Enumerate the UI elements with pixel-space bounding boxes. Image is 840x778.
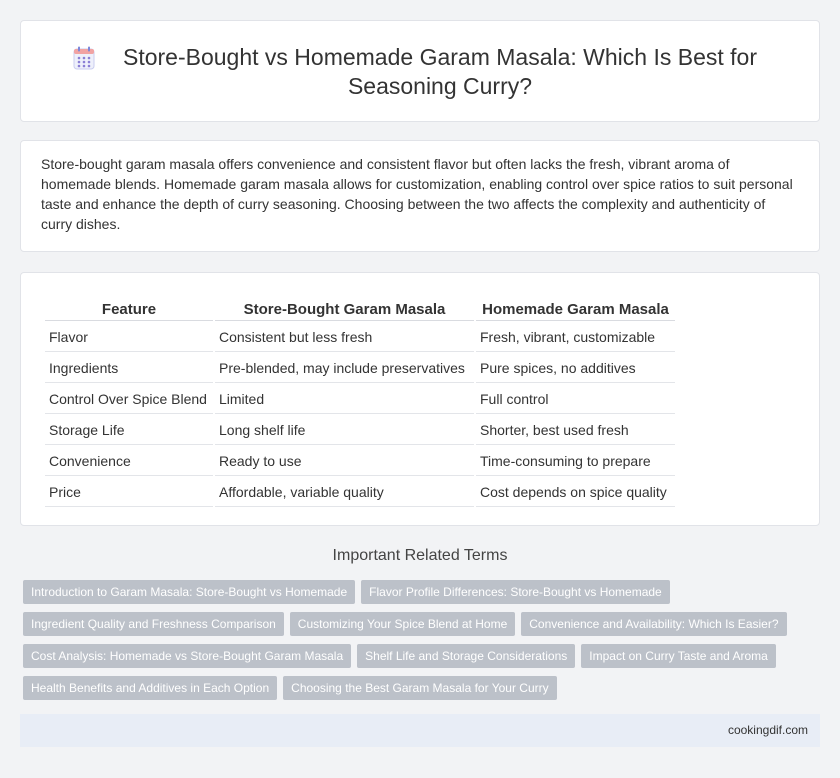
table-cell: Fresh, vibrant, customizable: [476, 323, 675, 352]
footer-bar: [20, 714, 820, 747]
table-header-cell: Homemade Garam Masala: [476, 297, 675, 321]
tag-row: [23, 612, 813, 644]
table-header-cell: Feature: [45, 297, 213, 321]
table-row: [45, 323, 675, 352]
comparison-table-card: [20, 272, 820, 526]
comparison-table: [43, 295, 677, 509]
tag-row: [23, 580, 813, 612]
table-cell: Storage Life: [45, 416, 213, 445]
table-cell: Time-consuming to prepare: [476, 447, 675, 476]
related-terms-list: [23, 580, 813, 708]
intro-paragraph: Store-bought garam masala offers convenience and consistent flavor but often lacks the fresh, vibrant aroma of homemade blends. Homemade garam masala allows for customization, enabling control over spice ratios to suit personal taste and enhance the depth of curry seasoning. Choosing between the two affects the complexity and authenticity of curry dishes.: [41, 156, 793, 232]
page-title: Store-Bought vs Homemade Garam Masala: Which Is Best for Seasoning Curry?: [122, 44, 758, 99]
table-cell: Long shelf life: [215, 416, 474, 445]
table-row: [45, 385, 675, 414]
title-card: [20, 20, 820, 122]
related-term-tag[interactable]: Choosing the Best Garam Masala for Your Curry: [283, 676, 556, 700]
table-cell: Flavor: [45, 323, 213, 352]
table-header-cell: Store-Bought Garam Masala: [215, 297, 474, 321]
related-term-tag[interactable]: Flavor Profile Differences: Store-Bought vs Homemade: [361, 580, 670, 604]
footer-site-link[interactable]: cookingdif.com: [727, 723, 808, 737]
tag-row: [23, 676, 813, 708]
table-cell: Full control: [476, 385, 675, 414]
related-term-tag[interactable]: Health Benefits and Additives in Each Option: [23, 676, 277, 700]
table-cell: Shorter, best used fresh: [476, 416, 675, 445]
related-term-tag[interactable]: Customizing Your Spice Blend at Home: [290, 612, 515, 636]
intro-card: [20, 140, 820, 252]
table-row: [45, 354, 675, 383]
table-cell: Cost depends on spice quality: [476, 478, 675, 507]
table-cell: Pre-blended, may include preservatives: [215, 354, 474, 383]
tag-row: [23, 644, 813, 676]
related-term-tag[interactable]: Cost Analysis: Homemade vs Store-Bought Garam Masala: [23, 644, 351, 668]
related-term-tag[interactable]: Impact on Curry Taste and Aroma: [581, 644, 776, 668]
table-cell: Affordable, variable quality: [215, 478, 474, 507]
related-terms-heading: Important Related Terms: [332, 547, 508, 564]
table-cell: Convenience: [45, 447, 213, 476]
table-cell: Price: [45, 478, 213, 507]
table-row: [45, 416, 675, 445]
related-term-tag[interactable]: Introduction to Garam Masala: Store-Bought vs Homemade: [23, 580, 355, 604]
table-row: [45, 447, 675, 476]
table-cell: Ingredients: [45, 354, 213, 383]
table-cell: Ready to use: [215, 447, 474, 476]
related-term-tag[interactable]: Convenience and Availability: Which Is Easier?: [521, 612, 786, 636]
table-cell: Control Over Spice Blend: [45, 385, 213, 414]
table-cell: Consistent but less fresh: [215, 323, 474, 352]
table-header-row: [45, 297, 675, 321]
related-term-tag[interactable]: Shelf Life and Storage Considerations: [357, 644, 575, 668]
table-row: [45, 478, 675, 507]
related-term-tag[interactable]: Ingredient Quality and Freshness Comparison: [23, 612, 284, 636]
table-cell: Pure spices, no additives: [476, 354, 675, 383]
table-cell: Limited: [215, 385, 474, 414]
